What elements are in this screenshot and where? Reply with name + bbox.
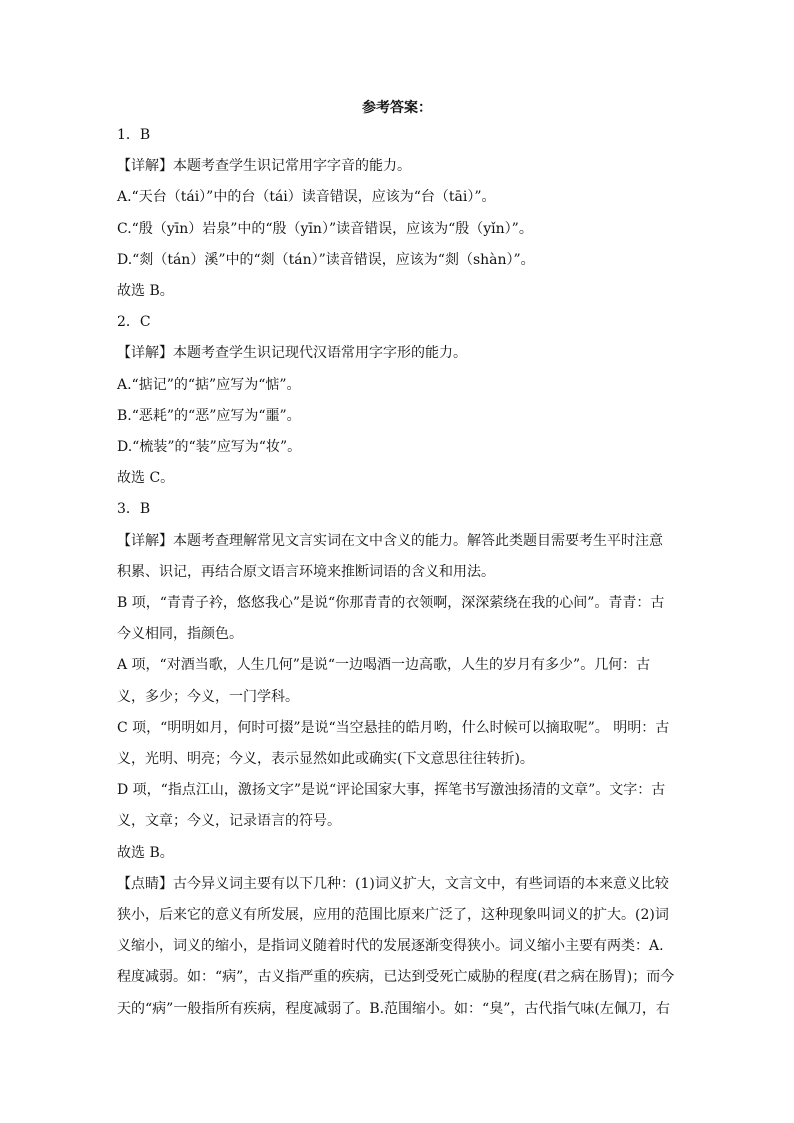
text-line: 义，光明、明亮；今义，表示显然如此或确实(下文意思往往转折)。 [117,751,534,768]
text-line: D.“梳装”的“装”应写为“妆”。 [117,439,302,456]
text-line: 义缩小，词义的缩小，是指词义随着时代的发展逐渐变得狭小。词义缩小主要有两类：A. [117,938,664,955]
text-line: 故选 B。 [117,283,174,300]
text-line: 故选 B。 [117,844,174,861]
text-line: D.“剡（tán）溪”中的“剡（tán）”读音错误，应该为“剡（shàn）”。 [117,251,535,268]
text-line: 义，文章；今义，记录语言的符号。 [117,813,341,830]
text-line: 故选 C。 [117,470,175,487]
page-title: 参考答案： [362,100,432,116]
text-line: C 项，“明明如月，何时可掇”是说“当空悬挂的皓月哟，什么时候可以摘取呢”。 明明：古 [117,719,670,736]
text-line: B.“恶耗”的“恶”应写为“噩”。 [117,407,301,424]
text-line: D 项，“指点江山，激扬文字”是说“评论国家大事，挥笔书写激浊扬清的文章”。文字：古 [117,782,666,799]
text-line: 【详解】本题考查学生识记现代汉语常用字字形的能力。 [117,345,467,362]
text-line: A 项，“对酒当歌，人生几何”是说“一边喝酒一边高歌，人生的岁月有多少”。几何：古 [117,657,651,674]
text-line: 3．B [117,501,151,518]
text-line: A.“掂记”的“掂”应写为“惦”。 [117,376,301,393]
answer-body [117,120,675,1025]
text-line: 义，多少；今义，一门学科。 [117,688,299,705]
text-line: 积累、识记，再结合原文语言环境来推断词语的含义和用法。 [117,563,495,580]
text-line: 天的“病”一般指所有疾病，程度减弱了。B.范围缩小。如：“臭”，古代指气味(左佩刀，右 [117,1000,670,1017]
text-line: 【详解】本题考查理解常见文言实词在文中含义的能力。解答此类题目需要考生平时注意 [117,532,663,549]
text-line: C.“殷（yīn）岩泉”中的“殷（yīn）”读音错误，应该为“殷（yǐn）”。 [117,220,533,237]
text-line: 狭小，后来它的意义有所发展，应用的范围比原来广泛了，这种现象叫词义的扩大。(2)词 [117,907,669,924]
text-line: B 项，“青青子衿，悠悠我心”是说“你那青青的衣领啊，深深萦绕在我的心间”。青青：古 [117,595,665,612]
text-line: 今义相同，指颜色。 [117,626,243,643]
text-line: 程度减弱。如：“病”，古义指严重的疾病，已达到受死亡威胁的程度(君之病在肠胃)；而今 [117,969,675,986]
text-line: 【详解】本题考查学生识记常用字字音的能力。 [117,158,411,175]
text-line: 2．C [117,314,151,331]
text-line: 【点睛】古今异义词主要有以下几种：(1)词义扩大，文言文中，有些词语的本来意义比较 [117,875,669,892]
text-line: A.“天台（tái）”中的台（tái）读音错误，应该为“台（tāi）”。 [117,189,496,206]
text-line: 1．B [117,127,151,143]
